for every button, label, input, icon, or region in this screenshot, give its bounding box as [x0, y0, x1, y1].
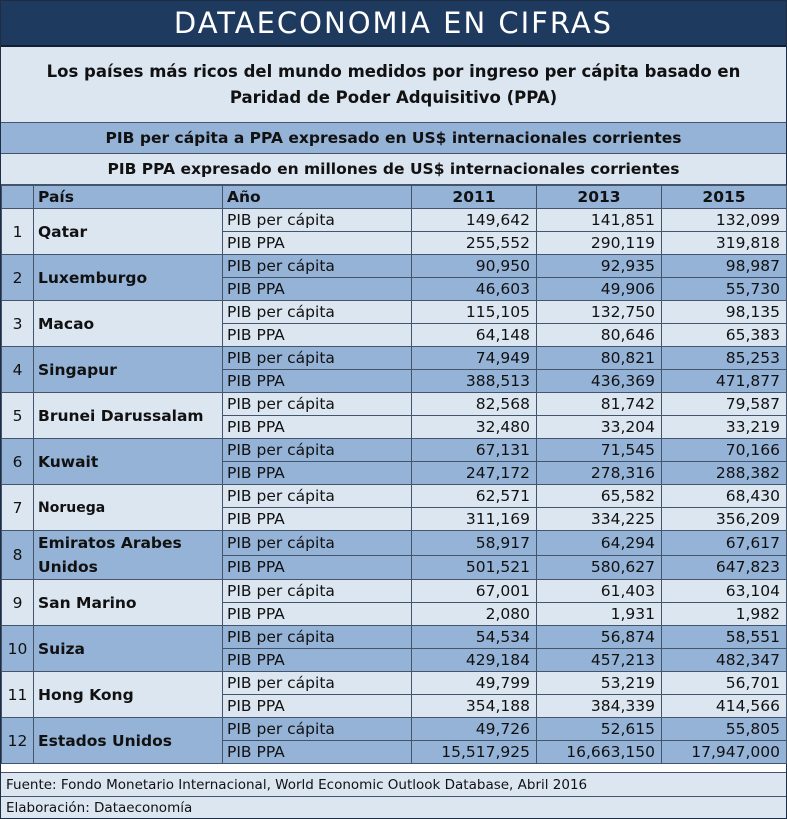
value-cell: 388,513 — [412, 370, 537, 393]
value-cell: 56,874 — [537, 626, 662, 649]
rank-cell: 12 — [2, 718, 34, 764]
metric-label-cell: PIB per cápita — [223, 301, 412, 324]
table-row — [2, 531, 787, 556]
value-cell: 82,568 — [412, 393, 537, 416]
metric-label-cell: PIB per cápita — [223, 393, 412, 416]
metric-label-cell: PIB PPA — [223, 278, 412, 301]
metric-label-cell: PIB per cápita — [223, 347, 412, 370]
metric-label-cell: PIB PPA — [223, 462, 412, 485]
value-cell: 2,080 — [412, 603, 537, 626]
band-ppa-note: PIB PPA expresado en millones de US$ internacionales corrientes — [1, 154, 786, 185]
header-year-2015: 2015 — [662, 186, 787, 209]
value-cell: 334,225 — [537, 508, 662, 531]
metric-label-cell: PIB PPA — [223, 649, 412, 672]
header-country: País — [34, 186, 223, 209]
value-cell: 288,382 — [662, 462, 787, 485]
table-row — [2, 255, 787, 278]
rank-cell: 5 — [2, 393, 34, 439]
table-row — [2, 301, 787, 324]
band-per-capita-note: PIB per cápita a PPA expresado en US$ internacionales corrientes — [1, 123, 786, 154]
value-cell: 384,339 — [537, 695, 662, 718]
value-cell: 63,104 — [662, 580, 787, 603]
value-cell: 54,534 — [412, 626, 537, 649]
value-cell: 471,877 — [662, 370, 787, 393]
metric-label-cell: PIB PPA — [223, 695, 412, 718]
rank-cell: 2 — [2, 255, 34, 301]
value-cell: 115,105 — [412, 301, 537, 324]
value-cell: 52,615 — [537, 718, 662, 741]
value-cell: 46,603 — [412, 278, 537, 301]
table-body — [2, 209, 787, 764]
country-cell: Suiza — [34, 626, 223, 672]
country-cell: Hong Kong — [34, 672, 223, 718]
table-header-row — [2, 186, 787, 209]
value-cell: 55,805 — [662, 718, 787, 741]
value-cell: 71,545 — [537, 439, 662, 462]
value-cell: 1,982 — [662, 603, 787, 626]
value-cell: 81,742 — [537, 393, 662, 416]
value-cell: 457,213 — [537, 649, 662, 672]
country-cell: San Marino — [34, 580, 223, 626]
value-cell: 67,001 — [412, 580, 537, 603]
value-cell: 64,294 — [537, 531, 662, 556]
value-cell: 67,131 — [412, 439, 537, 462]
rank-cell: 6 — [2, 439, 34, 485]
rank-cell: 11 — [2, 672, 34, 718]
metric-label-cell: PIB per cápita — [223, 439, 412, 462]
table-row — [2, 718, 787, 741]
country-cell: Estados Unidos — [34, 718, 223, 764]
metric-label-cell: PIB PPA — [223, 370, 412, 393]
country-cell: Emiratos Arabes Unidos — [34, 531, 223, 580]
table-row — [2, 485, 787, 508]
country-cell: Kuwait — [34, 439, 223, 485]
table-row — [2, 393, 787, 416]
metric-label-cell: PIB per cápita — [223, 580, 412, 603]
metric-label-cell: PIB PPA — [223, 232, 412, 255]
value-cell: 436,369 — [537, 370, 662, 393]
value-cell: 356,209 — [662, 508, 787, 531]
value-cell: 33,219 — [662, 416, 787, 439]
value-cell: 580,627 — [537, 555, 662, 580]
value-cell: 58,551 — [662, 626, 787, 649]
value-cell: 49,906 — [537, 278, 662, 301]
rank-cell: 10 — [2, 626, 34, 672]
footer-source: Fuente: Fondo Monetario Internacional, World Economic Outlook Database, Abril 2016 — [1, 772, 786, 796]
value-cell: 1,931 — [537, 603, 662, 626]
value-cell: 247,172 — [412, 462, 537, 485]
country-cell: Brunei Darussalam — [34, 393, 223, 439]
value-cell: 17,947,000 — [662, 741, 787, 764]
metric-label-cell: PIB PPA — [223, 324, 412, 347]
banner-title: DATAECONOMIA EN CIFRAS — [1, 1, 786, 47]
metric-label-cell: PIB PPA — [223, 416, 412, 439]
metric-label-cell: PIB per cápita — [223, 718, 412, 741]
value-cell: 501,521 — [412, 555, 537, 580]
value-cell: 15,517,925 — [412, 741, 537, 764]
value-cell: 290,119 — [537, 232, 662, 255]
rank-cell: 7 — [2, 485, 34, 531]
value-cell: 49,799 — [412, 672, 537, 695]
value-cell: 74,949 — [412, 347, 537, 370]
value-cell: 64,148 — [412, 324, 537, 347]
value-cell: 49,726 — [412, 718, 537, 741]
subtitle: Los países más ricos del mundo medidos por ingreso per cápita basado en Paridad de Poder Adquisitivo (PPA) — [1, 47, 786, 123]
value-cell: 53,219 — [537, 672, 662, 695]
value-cell: 16,663,150 — [537, 741, 662, 764]
value-cell: 61,403 — [537, 580, 662, 603]
value-cell: 80,821 — [537, 347, 662, 370]
metric-label-cell: PIB PPA — [223, 603, 412, 626]
country-cell: Macao — [34, 301, 223, 347]
metric-label-cell: PIB per cápita — [223, 626, 412, 649]
table-row — [2, 580, 787, 603]
rank-cell: 8 — [2, 531, 34, 580]
value-cell: 98,987 — [662, 255, 787, 278]
value-cell: 65,383 — [662, 324, 787, 347]
value-cell: 85,253 — [662, 347, 787, 370]
table-row — [2, 626, 787, 649]
value-cell: 33,204 — [537, 416, 662, 439]
value-cell: 311,169 — [412, 508, 537, 531]
table-row — [2, 209, 787, 232]
value-cell: 278,316 — [537, 462, 662, 485]
value-cell: 70,166 — [662, 439, 787, 462]
country-cell: Qatar — [34, 209, 223, 255]
value-cell: 90,950 — [412, 255, 537, 278]
metric-label-cell: PIB PPA — [223, 508, 412, 531]
value-cell: 354,188 — [412, 695, 537, 718]
table-row — [2, 672, 787, 695]
value-cell: 67,617 — [662, 531, 787, 556]
value-cell: 32,480 — [412, 416, 537, 439]
value-cell: 79,587 — [662, 393, 787, 416]
metric-label-cell: PIB per cápita — [223, 209, 412, 232]
value-cell: 132,750 — [537, 301, 662, 324]
data-table — [1, 185, 787, 764]
metric-label-cell: PIB per cápita — [223, 672, 412, 695]
value-cell: 429,184 — [412, 649, 537, 672]
metric-label-cell: PIB PPA — [223, 555, 412, 580]
table-row — [2, 347, 787, 370]
rank-cell: 9 — [2, 580, 34, 626]
value-cell: 141,851 — [537, 209, 662, 232]
value-cell: 58,917 — [412, 531, 537, 556]
header-year-2013: 2013 — [537, 186, 662, 209]
value-cell: 55,730 — [662, 278, 787, 301]
value-cell: 56,701 — [662, 672, 787, 695]
rank-cell: 4 — [2, 347, 34, 393]
header-rank — [2, 186, 34, 209]
value-cell: 414,566 — [662, 695, 787, 718]
footer-credit: Elaboración: Dataeconomía — [1, 796, 786, 818]
value-cell: 647,823 — [662, 555, 787, 580]
metric-label-cell: PIB per cápita — [223, 255, 412, 278]
rank-cell: 1 — [2, 209, 34, 255]
value-cell: 68,430 — [662, 485, 787, 508]
value-cell: 92,935 — [537, 255, 662, 278]
value-cell: 132,099 — [662, 209, 787, 232]
metric-label-cell: PIB per cápita — [223, 531, 412, 556]
value-cell: 482,347 — [662, 649, 787, 672]
value-cell: 98,135 — [662, 301, 787, 324]
metric-label-cell: PIB PPA — [223, 741, 412, 764]
country-cell: Singapur — [34, 347, 223, 393]
metric-label-cell: PIB per cápita — [223, 485, 412, 508]
value-cell: 255,552 — [412, 232, 537, 255]
rank-cell: 3 — [2, 301, 34, 347]
value-cell: 319,818 — [662, 232, 787, 255]
value-cell: 65,582 — [537, 485, 662, 508]
value-cell: 149,642 — [412, 209, 537, 232]
header-metric: Año — [223, 186, 412, 209]
value-cell: 80,646 — [537, 324, 662, 347]
country-cell: Luxemburgo — [34, 255, 223, 301]
table-row — [2, 439, 787, 462]
value-cell: 62,571 — [412, 485, 537, 508]
header-year-2011: 2011 — [412, 186, 537, 209]
country-cell: Noruega — [34, 485, 223, 531]
